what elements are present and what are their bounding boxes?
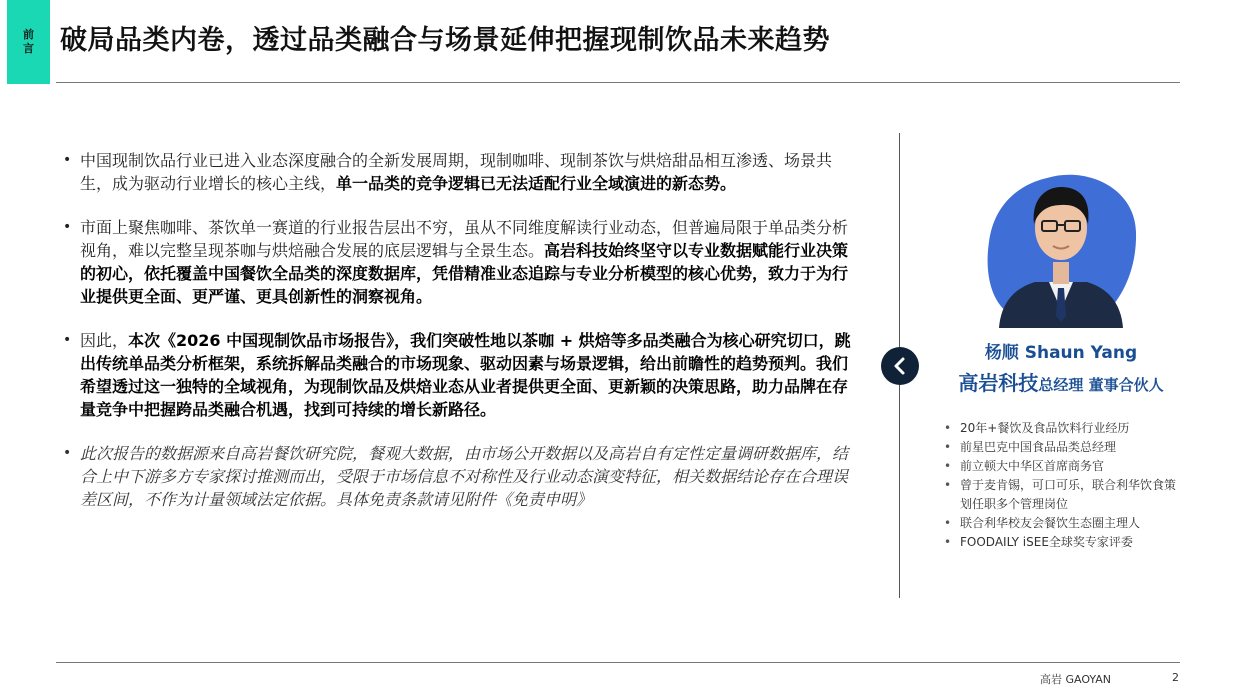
credential-item: • 曾于麦肯锡，可口可乐，联合利华饮食策划任职多个管理岗位 (944, 476, 1184, 514)
credential-item: • 20年+餐饮及食品饮料行业经历 (944, 419, 1184, 438)
bullet-3-text: 因此， (80, 331, 129, 350)
page-title: 破局品类内卷，透过品类融合与场景延伸把握现制饮品未来趋势 (60, 25, 830, 56)
bullet-3 (62, 329, 852, 421)
disclaimer-note: • 此次报告的数据源来自高岩餐饮研究院，餐观大数据，由市场公开数据以及高岩自有定性定量调研数据库，结合上中下游多方专家探讨推测而出，受限于市场信息不对称性及行业动态演变特征，相关数据结论存在合理误差区间，不作为计量领域法定依据。具体免责条款请见附件《免责申明》 (62, 442, 852, 511)
profile-photo (985, 170, 1137, 328)
footer-brand: 高岩 GAOYAN (1040, 673, 1112, 686)
bullet-1-text: 中国现制饮品行业已进入业态深度融合的全新发展周期，现制咖啡、现制茶饮与烘焙甜品相互渗透、场景共生，成为驱动行业增长的核心主线， (80, 151, 833, 193)
intro-bullets (62, 149, 852, 532)
profile-role (900, 367, 1222, 396)
profile-company: 高岩科技 (958, 371, 1039, 395)
section-tag (7, 0, 50, 84)
profile-title: 总经理 董事合伙人 (1038, 376, 1164, 394)
bullet-1-emphasis: 单一品类的竞争逻辑已无法适配行业全域演进的新态势。 (336, 174, 737, 193)
bullet-1 (62, 149, 852, 195)
credential-item: • 前立顿大中华区首席商务官 (944, 457, 1184, 476)
section-tag-char-2: 言 (23, 42, 34, 55)
profile-name: 杨顺 Shaun Yang (984, 343, 1138, 363)
credential-item: • 前星巴克中国食品品类总经理 (944, 438, 1184, 457)
bullet-2-text: 市面上聚焦咖啡、茶饮单一赛道的行业报告层出不穷，虽从不同维度解读行业动态，但普遍局限于单品类分析视角，难以完整呈现茶咖与烘焙融合发展的底层逻辑与全景生态。 (80, 218, 849, 260)
credential-item: • 联合利华校友会餐饮生态圈主理人 (944, 514, 1184, 533)
bullet-2 (62, 216, 852, 308)
footer-divider (56, 662, 1180, 663)
bullet-2-emphasis: 高岩科技始终坚守以专业数据赋能行业决策的初心，依托覆盖中国餐饮全品类的深度数据库，凭借精准业态追踪与专业分析模型的核心优势，致力于为行业提供更全面、更严谨、更具创新性的洞察视角。 (80, 241, 849, 306)
credential-item: • FOODAILY iSEE全球奖专家评委 (944, 533, 1184, 552)
page-number: 2 (1172, 671, 1179, 684)
section-tag-char-1: 前 (23, 28, 34, 41)
profile-credentials (944, 419, 1184, 552)
bullet-3-emphasis: 本次《2026 中国现制饮品市场报告》，我们突破性地以茶咖 + 烘焙等多品类融合为核心研究切口，跳出传统单品类分析框架，系统拆解品类融合的市场现象、驱动因素与场景逻辑，给出前瞻性的趋势预判。我们希望透过这一独特的全域视角，为现制饮品及烘焙业态从业者提供更全面、更新颖的决策思路，助力品牌在存量竞争中把握跨品类融合机遇，找到可持续的增长新路径。 (80, 331, 851, 419)
title-divider (56, 82, 1180, 83)
